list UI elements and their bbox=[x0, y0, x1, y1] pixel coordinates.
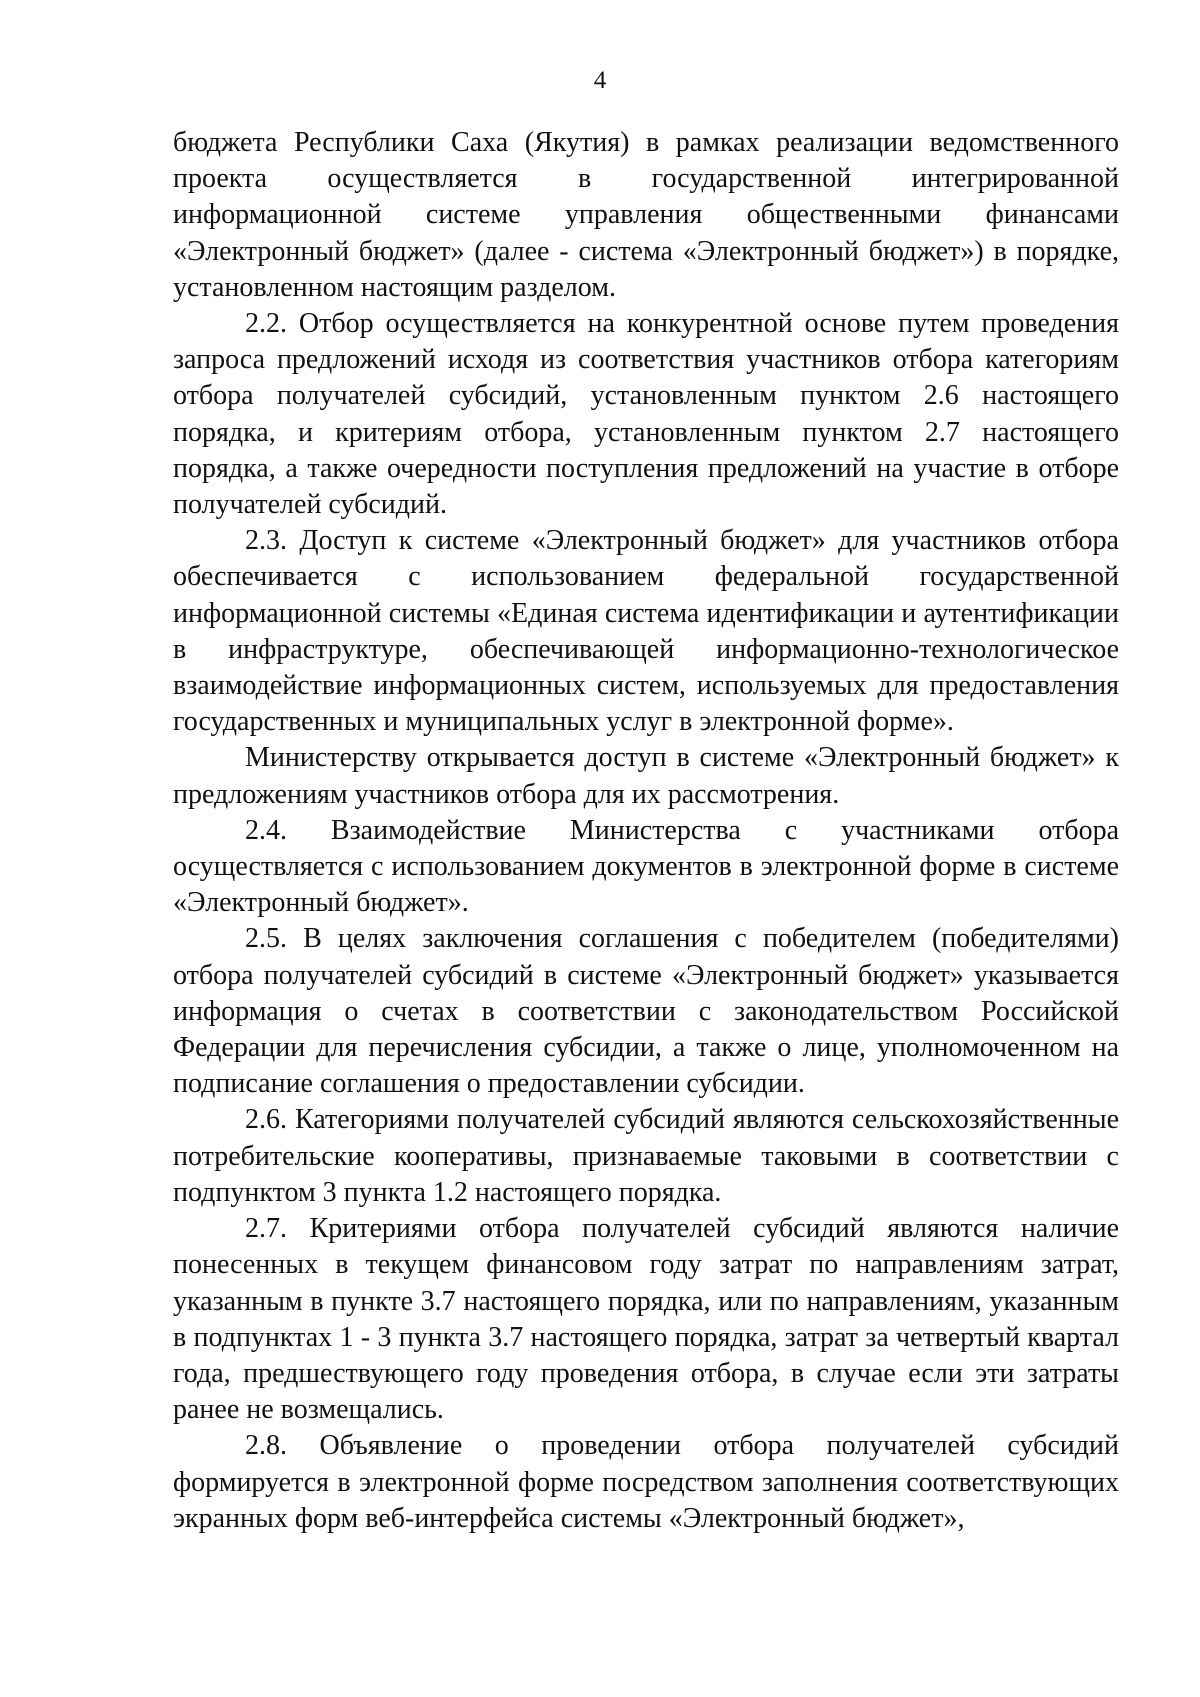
paragraph-2-6: 2.6. Категориями получателей субсидий являются сельскохозяйственные потребительские кооперативы, признаваемые таковыми в соответствии с подпунктом 3 пункта 1.2 настоящего порядка. bbox=[173, 1104, 1119, 1208]
paragraph-2-7: 2.7. Критериями отбора получателей субсидий являются наличие понесенных в текущем финансовом году затрат по направлениям затрат, указанным в пункте 3.7 настоящего порядка, или по направлениям, указанным в подпунктах 1 - 3 пункта 3.7 настоящего порядка, затрат за четвертый квартал года, предшествующего году проведения отбора, в случае если эти затраты ранее не возмещались. bbox=[173, 1213, 1119, 1426]
paragraph-ministry-access: Министерству открывается доступ в системе «Электронный бюджет» к предложениям участников отбора для их рассмотрения. bbox=[173, 742, 1119, 810]
document-body bbox=[173, 125, 1119, 1537]
page-number: 4 bbox=[593, 67, 607, 94]
paragraph-2-8: 2.8. Объявление о проведении отбора получателей субсидий формируется в электронной форме посредством заполнения соответствующих экранных форм веб-интерфейса системы «Электронный бюджет», bbox=[173, 1430, 1119, 1534]
paragraph-2-4: 2.4. Взаимодействие Министерства с участниками отбора осуществляется с использованием документов в электронной форме в системе «Электронный бюджет». bbox=[173, 814, 1119, 919]
paragraph-2-3: 2.3. Доступ к системе «Электронный бюджет» для участников отбора обеспечивается с использованием федеральной государственной информационной системы «Единая система идентификации и аутентификации в инфраструктуре, обеспечивающей информационно-технологическое взаимодействие информационных систем, используемых для предоставления государственных и муниципальных услуг в электронной форме». bbox=[173, 525, 1119, 738]
paragraph-2-2: 2.2. Отбор осуществляется на конкурентной основе путем проведения запроса предложений исходя из соответствия участников отбора категориям отбора получателей субсидий, установленным пунктом 2.6 настоящего порядка, и критериям отбора, установленным пунктом 2.7 настоящего порядка, а также очередности поступления предложений на участие в отборе получателей субсидий. bbox=[173, 308, 1119, 521]
paragraph-2-5: 2.5. В целях заключения соглашения с победителем (победителями) отбора получателей субсидий в системе «Электронный бюджет» указывается информация о счетах в соответствии с законодательством Российской Федерации для перечисления субсидии, а также о лице, уполномоченном на подписание соглашения о предоставлении субсидии. bbox=[173, 923, 1119, 1100]
paragraph-continuation: бюджета Республики Саха (Якутия) в рамках реализации ведомственного проекта осуществляется в государственной интегрированной информационной системе управления общественными финансами «Электронный бюджет» (далее - система «Электронный бюджет») в порядке, установленном настоящим разделом. bbox=[173, 127, 1119, 303]
